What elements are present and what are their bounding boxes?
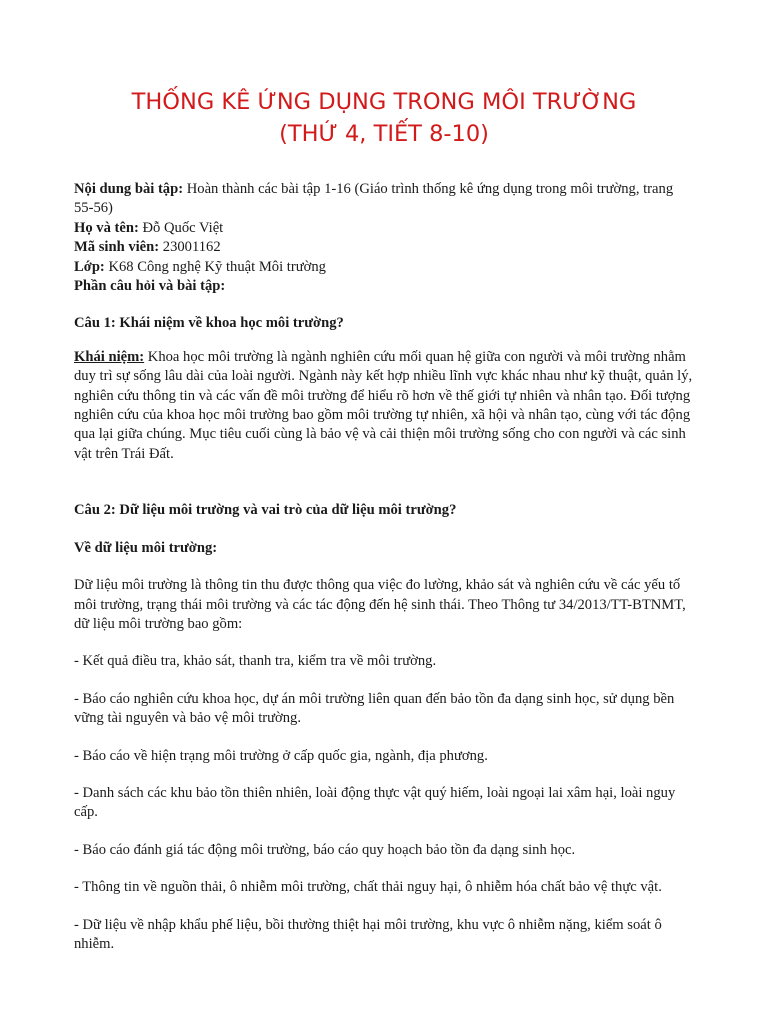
title-line-1: THỐNG KÊ ỨNG DỤNG TRONG MÔI TRƯỜNG	[131, 89, 637, 115]
list-item: - Báo cáo về hiện trạng môi trường ở cấp quốc gia, ngành, địa phương.	[74, 747, 488, 764]
assignment-line	[74, 180, 696, 219]
concept-text: Khoa học môi trường là ngành nghiên cứu mối quan hệ giữa con người và môi trường nhằm duy trì sự sống lâu dài của loài người. Ngành này kết hợp nhiều lĩnh vực khác nhau như kỹ thuật, quản lý, nghiên cứu thông tin và các vấn đề môi trường để hiểu rõ hơn về thế giới tự nhiên và nhân tạo. Đối tượng nghiên cứu của khoa học môi trường bao gồm môi trường tự nhiên, xã hội và nhân tạo, cùng với tác động qua lại giữa chúng. Mục tiêu cuối cùng là bảo vệ và cải thiện môi trường sống cho con người và các sinh vật trên Trái Đất.	[74, 348, 693, 462]
document-body	[74, 180, 696, 954]
student-id-value: 23001162	[159, 239, 221, 256]
question-1-answer	[74, 348, 696, 464]
class-label: Lớp:	[74, 258, 105, 275]
question-2-intro: Dữ liệu môi trường là thông tin thu được thông qua việc đo lường, khảo sát và nghiên cứu về các yếu tố môi trường, trạng thái môi trường và các tác động đến hệ sinh thái. Theo Thông tư 34/2013/TT-BTNMT, dữ liệu môi trường bao gồm:	[74, 577, 686, 632]
class-value: K68 Công nghệ Kỹ thuật Môi trường	[104, 258, 326, 275]
assignment-label: Nội dung bài tập:	[74, 181, 184, 197]
list-item: - Thông tin về nguồn thải, ô nhiễm môi trường, chất thải nguy hại, ô nhiễm hóa chất bảo vệ thực vật.	[74, 879, 662, 896]
student-id-line	[74, 238, 696, 257]
list-item: - Báo cáo nghiên cứu khoa học, dự án môi trường liên quan đến bảo tồn đa dạng sinh học, sử dụng bền vững tài nguyên và bảo vệ môi trường.	[74, 690, 675, 727]
question-2-subheading: Về dữ liệu môi trường:	[74, 539, 218, 556]
concept-label: Khái niệm:	[74, 348, 145, 365]
student-id-label: Mã sinh viên:	[74, 239, 160, 256]
name-value: Đỗ Quốc Việt	[138, 219, 224, 236]
name-label: Họ và tên:	[74, 219, 139, 236]
list-item: - Báo cáo đánh giá tác động môi trường, báo cáo quy hoạch bảo tồn đa dạng sinh học.	[74, 841, 576, 858]
title-line-2: (THỨ 4, TIẾT 8-10)	[279, 121, 489, 147]
section-heading: Phần câu hỏi và bài tập:	[74, 278, 226, 295]
class-line	[74, 258, 696, 277]
name-line	[74, 219, 696, 238]
list-item: - Danh sách các khu bảo tồn thiên nhiên, loài động thực vật quý hiếm, loài ngoại lai xâm hại, loài nguy cấp.	[74, 784, 676, 821]
assignment-value: Hoàn thành các bài tập 1-16 (Giáo trình thống kê ứng dụng trong môi trường, trang 55-56)	[74, 181, 674, 217]
document-title	[0, 86, 768, 150]
question-1-heading: Câu 1: Khái niệm về khoa học môi trường?	[74, 315, 344, 332]
list-item: - Kết quả điều tra, khảo sát, thanh tra, kiểm tra về môi trường.	[74, 653, 437, 670]
list-item: - Dữ liệu về nhập khẩu phế liệu, bồi thường thiệt hại môi trường, khu vực ô nhiễm nặng, kiểm soát ô nhiễm.	[74, 916, 662, 952]
question-2-heading: Câu 2: Dữ liệu môi trường và vai trò của dữ liệu môi trường?	[74, 502, 457, 519]
